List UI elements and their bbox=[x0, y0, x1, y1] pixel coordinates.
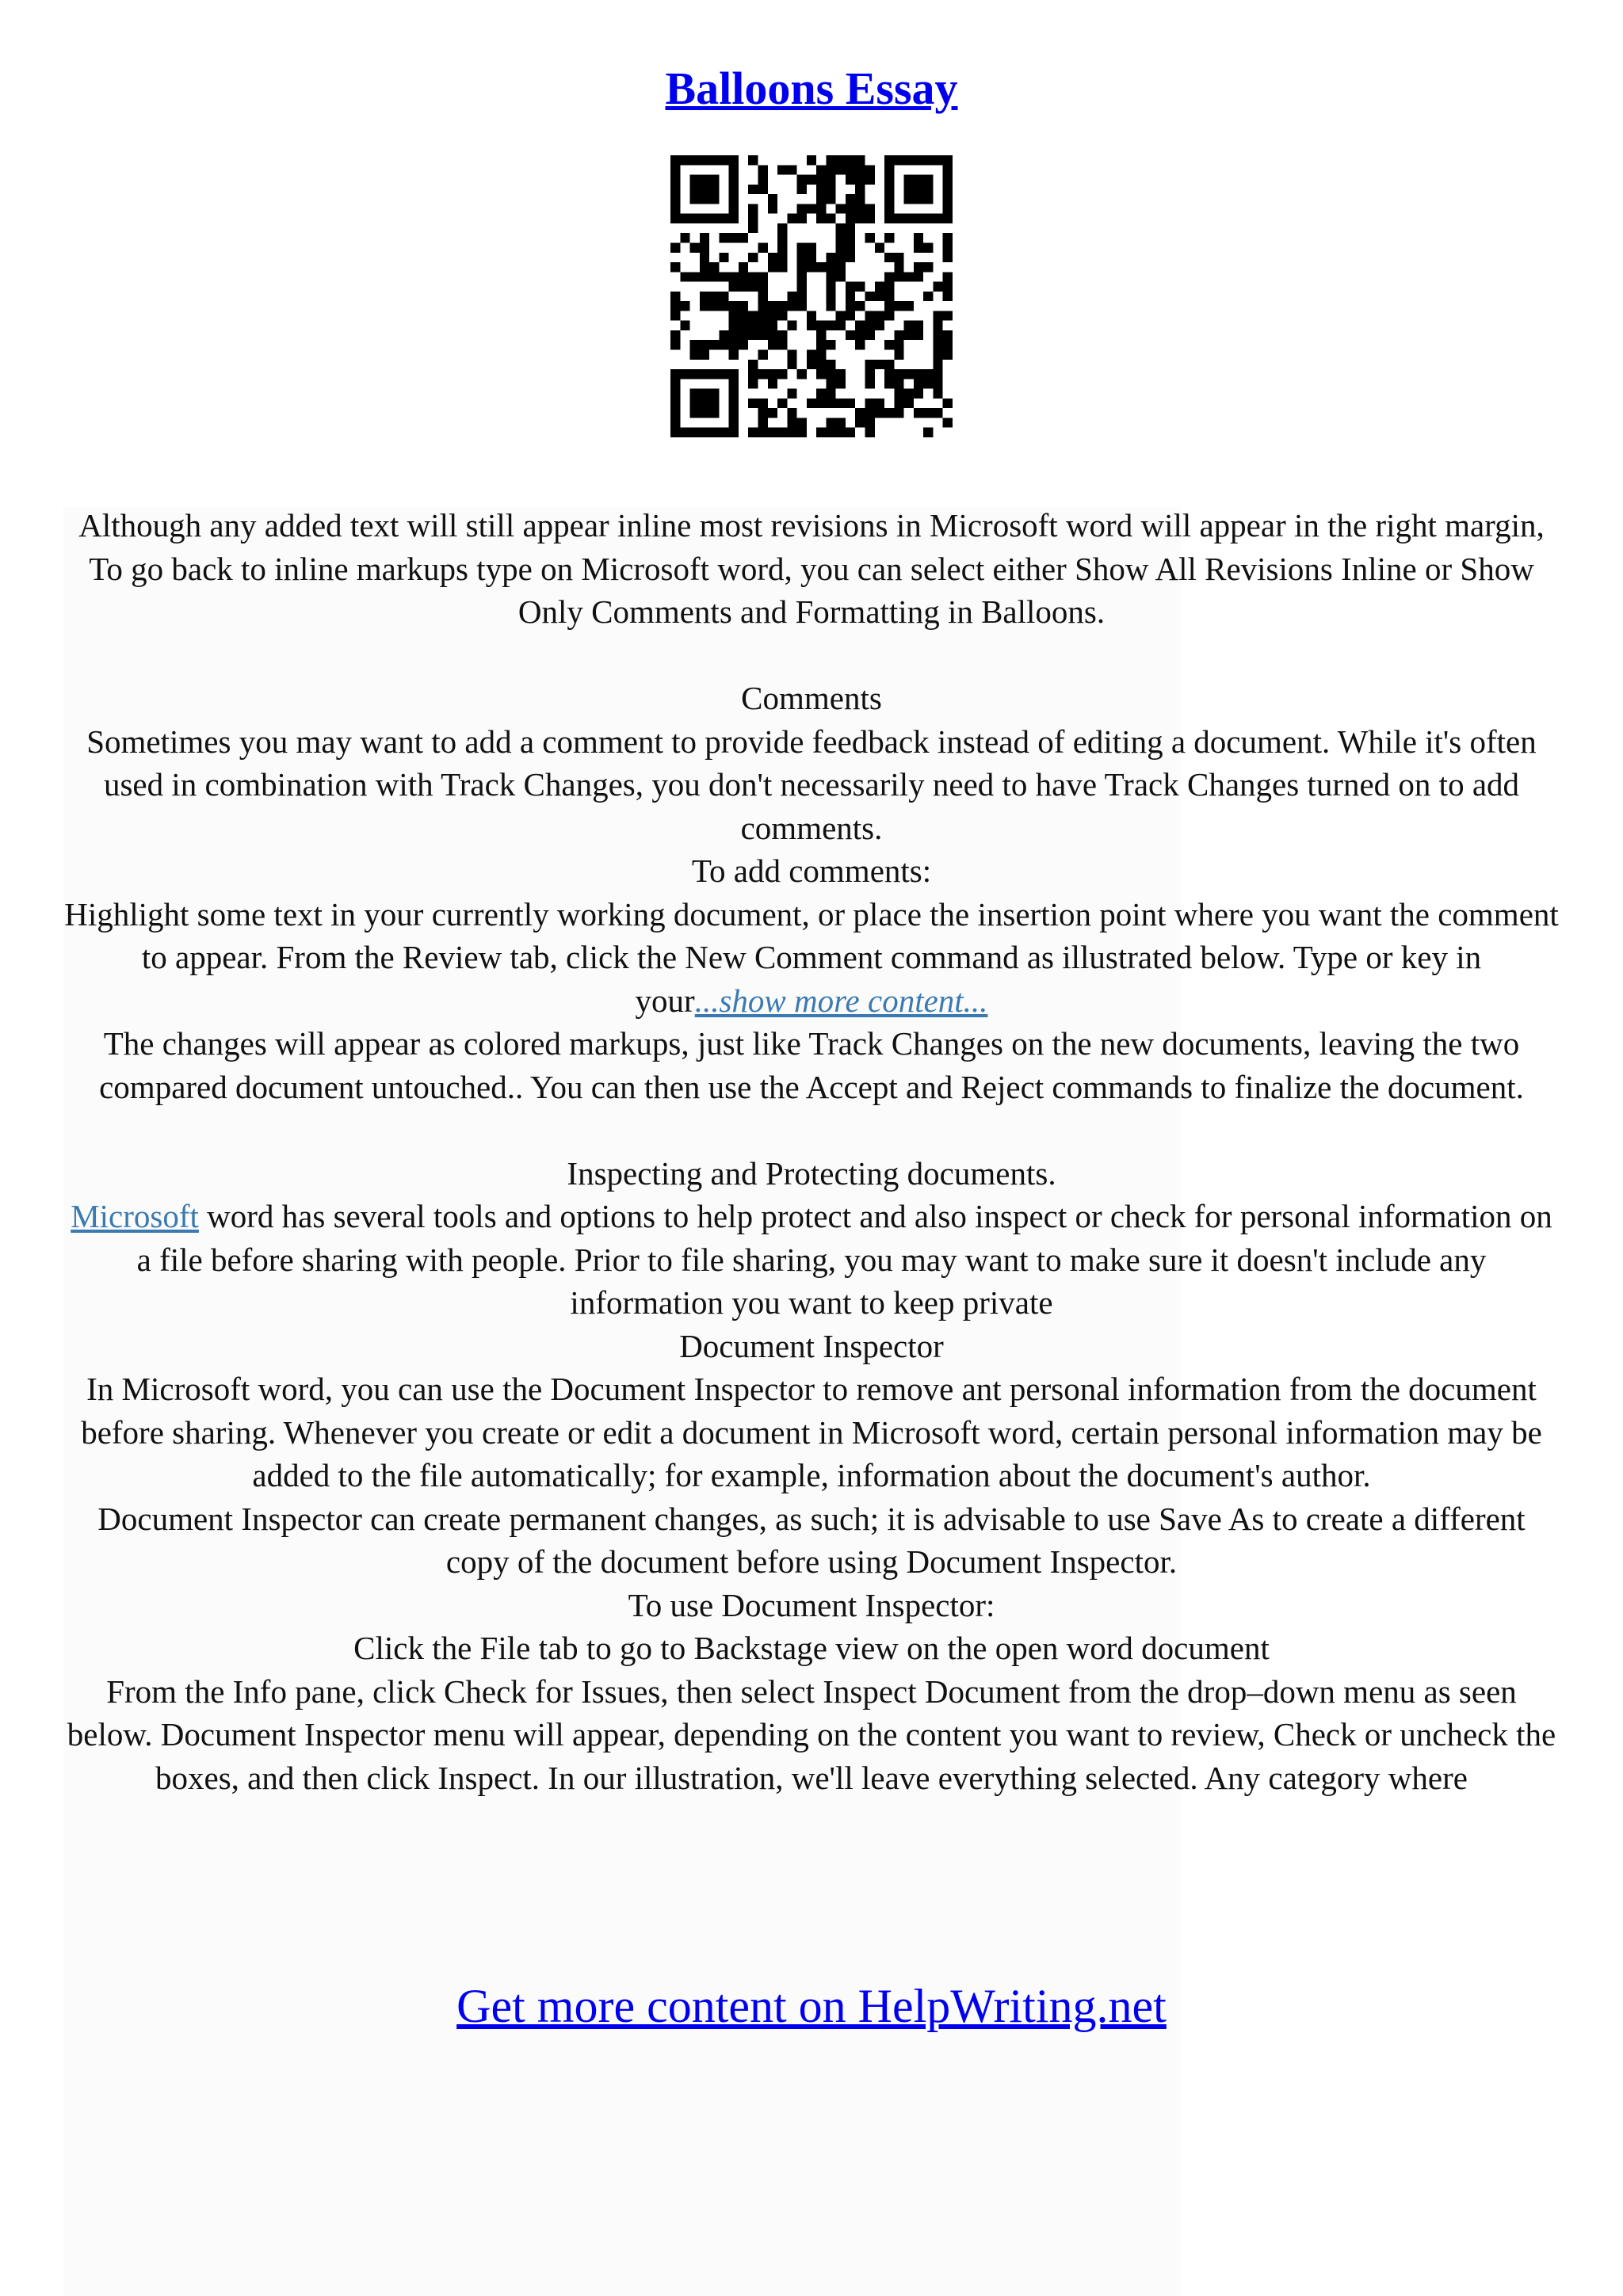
paragraph-spacer bbox=[63, 634, 1560, 677]
qr-code-icon bbox=[670, 155, 953, 437]
paragraph-spacer bbox=[63, 1108, 1560, 1152]
title-link[interactable]: Balloons Essay bbox=[665, 63, 958, 114]
intro-paragraph: Although any added text will still appear inline most revisions in Microsoft word will appear in the right margin, To go back to inline markups type on Microsoft word, you can select either Show All Revisions Inline or Show Only Comments and Formatting in Balloons. bbox=[78, 507, 1545, 630]
inspecting-text: word has several tools and options to help protect and also inspect or check for personal information on a file before sharing with people. Prior to file sharing, you may want to make sure it doesn't include any information you want to keep private bbox=[136, 1198, 1552, 1321]
changes-paragraph: The changes will appear as colored markups, just like Track Changes on the new documents, leaving the two compared document untouched.. You can then use the Accept and Reject commands to finalize the document. bbox=[99, 1025, 1524, 1105]
get-more-content-link[interactable]: Get more content on HelpWriting.net bbox=[456, 1980, 1167, 2032]
footer bbox=[0, 1974, 1623, 2038]
page-title bbox=[0, 55, 1623, 122]
inspector-paragraph: In Microsoft word, you can use the Document Inspector to remove ant personal information from the document before sharing. Whenever you create or edit a document in Microsoft word, certain personal information may be added to the file automatically; for example, information about the document's author. bbox=[81, 1371, 1542, 1493]
file-tab-step: Click the File tab to go to Backstage view on the open word document bbox=[353, 1630, 1270, 1666]
comments-paragraph: Sometimes you may want to add a comment to provide feedback instead of editing a document. While it's often used in combination with Track Changes, you don't necessarily need to have Track Changes turned on to add comments. bbox=[86, 723, 1537, 846]
inspecting-heading: Inspecting and Protecting documents. bbox=[567, 1154, 1056, 1192]
add-comments-text: Highlight some text in your currently working document, or place the insertion point where you want the comment to appear. From the Review tab, click the New Comment command as illustrated below. Type or key in your bbox=[64, 895, 1559, 1019]
inspecting-paragraph bbox=[63, 1195, 1560, 1325]
add-comments-paragraph bbox=[63, 893, 1560, 1023]
essay-body bbox=[63, 504, 1560, 1799]
qr-code bbox=[670, 155, 953, 437]
use-inspector-heading: To use Document Inspector: bbox=[628, 1586, 995, 1623]
show-more-link[interactable]: ...show more content... bbox=[694, 982, 988, 1019]
inspector-heading: Document Inspector bbox=[679, 1327, 944, 1364]
info-pane-paragraph: From the Info pane, click Check for Issues, then select Inspect Document from the drop–down menu as seen below. Document Inspector menu will appear, depending on the content you want to review, Check or uncheck the boxes, and then click Inspect. In our illustration, we'll leave everything selected. Any category where bbox=[67, 1672, 1556, 1796]
add-comments-heading: To add comments: bbox=[691, 852, 932, 889]
microsoft-link[interactable]: Microsoft bbox=[71, 1198, 199, 1234]
comments-heading: Comments bbox=[741, 680, 882, 716]
permanent-changes-paragraph: Document Inspector can create permanent changes, as such; it is advisable to use Save As to create a different copy of the document before using Document Inspector. bbox=[97, 1500, 1526, 1580]
